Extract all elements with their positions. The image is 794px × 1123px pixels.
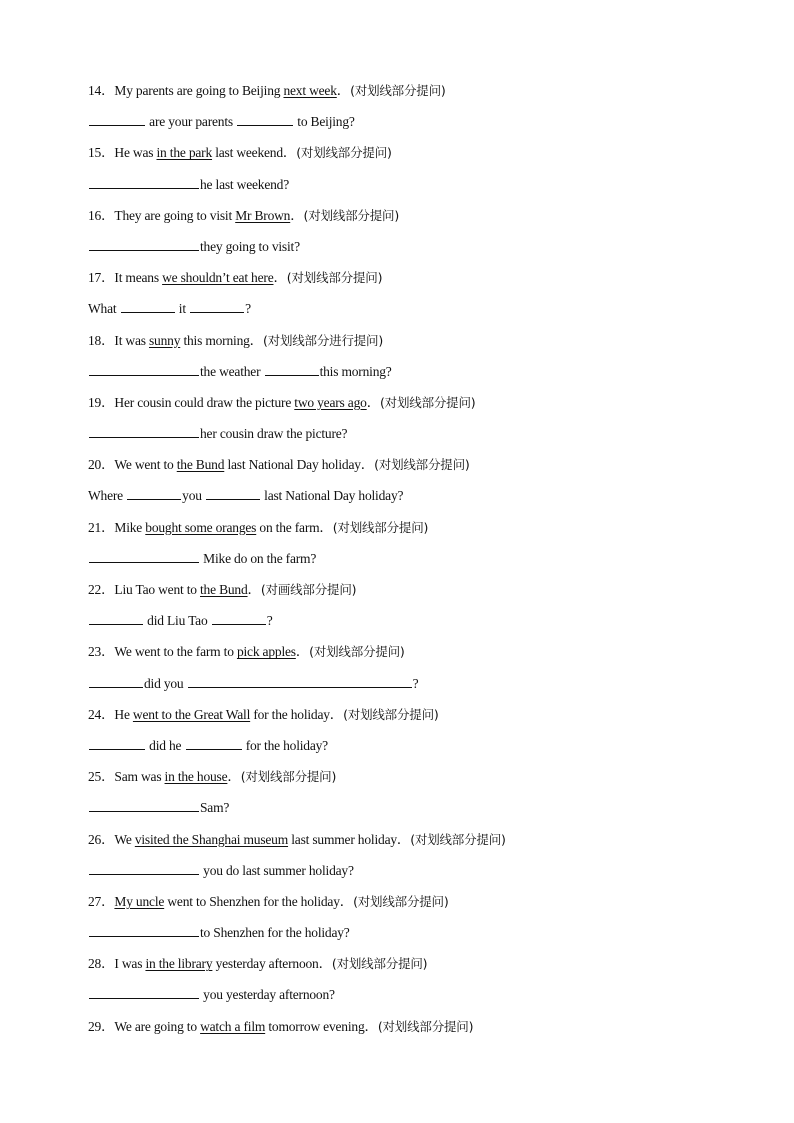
sentence-text: 23．We went to the farm to [88, 644, 237, 660]
underlined-phrase: visited the Shanghai museum [134, 831, 289, 847]
sentence-text: 16．They are going to visit [88, 207, 236, 223]
sentence-text: 18．It was [88, 332, 149, 348]
sentence-text: 20．We went to [88, 457, 177, 473]
answer-line [88, 548, 728, 579]
answer-blank[interactable] [89, 111, 145, 126]
answer-blank[interactable] [127, 485, 181, 500]
instruction-note: (对划线部分提问) [380, 394, 476, 410]
sentence-text: 19．Her cousin could draw the picture [88, 394, 295, 410]
sentence-text: went to Shenzhen for the holiday． [164, 893, 354, 909]
underlined-phrase: watch a film [200, 1018, 266, 1034]
answer-line [88, 610, 728, 641]
sentence-text: to Shenzhen for the holiday? [200, 925, 350, 941]
sentence-text: Mike do on the farm? [200, 550, 317, 566]
answer-blank[interactable] [89, 174, 199, 189]
underlined-phrase: sunny [149, 332, 181, 348]
sentence-text: did Liu Tao [144, 613, 211, 629]
instruction-note: (对划线部分提问) [353, 893, 449, 909]
sentence-text: What [88, 301, 120, 317]
answer-blank[interactable] [89, 797, 199, 812]
sentence-text: ． [227, 769, 241, 785]
worksheet [88, 80, 728, 1047]
sentence-text: ． [247, 582, 261, 597]
sentence-text: on the farm． [256, 519, 333, 535]
sentence-text: did you [144, 675, 187, 691]
answer-line [88, 922, 728, 953]
sentence-text: ? [245, 301, 251, 317]
instruction-note: (对划线部分提问) [350, 83, 446, 98]
answer-line [88, 423, 728, 454]
question-line [88, 766, 728, 797]
instruction-note: (对划线部分提问) [303, 207, 400, 223]
answer-blank[interactable] [212, 610, 266, 625]
question-line [88, 891, 728, 922]
answer-blank[interactable] [206, 485, 260, 500]
answer-blank[interactable] [89, 236, 199, 251]
sentence-text: last summer holiday． [288, 831, 411, 847]
answer-blank[interactable] [237, 111, 293, 126]
answer-line [88, 111, 728, 142]
sentence-text: 24．He [88, 706, 133, 722]
sentence-text: ? [266, 613, 273, 629]
answer-blank[interactable] [89, 361, 199, 376]
sentence-text: ． [295, 644, 310, 660]
answer-line [88, 797, 728, 828]
question-line [88, 953, 728, 984]
instruction-note: (对划线部分提问) [331, 956, 428, 972]
instruction-note: (对划线部分提问) [374, 457, 470, 473]
answer-line [88, 984, 728, 1015]
sentence-text: to Beijing? [294, 114, 355, 130]
answer-line [88, 735, 728, 766]
sentence-text: yesterday afternoon． [212, 956, 332, 972]
answer-line [88, 673, 728, 704]
sentence-text: the weather [200, 363, 264, 379]
underlined-phrase: pick apples [236, 644, 296, 660]
sentence-text: 17．It means [88, 270, 163, 286]
question-line [88, 1016, 728, 1047]
underlined-phrase: in the park [156, 145, 213, 161]
instruction-note: (对划线部分提问) [343, 706, 439, 722]
sentence-text: they going to visit? [200, 238, 300, 254]
answer-blank[interactable] [89, 548, 199, 563]
sentence-text: for the holiday? [242, 737, 328, 753]
sentence-text: 29．We are going to [88, 1018, 201, 1034]
question-line [88, 267, 728, 298]
sentence-text: you [182, 488, 205, 504]
sentence-text: you do last summer holiday? [200, 862, 354, 878]
question-line [88, 80, 728, 111]
answer-blank[interactable] [89, 673, 143, 688]
answer-line [88, 860, 728, 891]
answer-blank[interactable] [89, 423, 199, 438]
sentence-text: last National Day holiday． [224, 457, 375, 473]
question-line [88, 142, 728, 173]
sentence-text: Where [88, 488, 127, 504]
sentence-text: ? [412, 675, 419, 691]
sentence-text: this morning． [180, 332, 263, 348]
instruction-note: (对划线部分提问) [309, 644, 405, 660]
sentence-text: it [175, 301, 190, 317]
sentence-text: last National Day holiday? [260, 488, 404, 504]
sentence-text: 22．Liu Tao went to [88, 582, 200, 597]
sentence-text: 28．I was [88, 956, 146, 972]
answer-line [88, 361, 728, 392]
sentence-text: this morning? [319, 363, 392, 379]
answer-blank[interactable] [121, 298, 175, 313]
answer-blank[interactable] [89, 984, 199, 999]
sentence-text: ． [366, 394, 380, 410]
question-line [88, 454, 728, 485]
sentence-text: did he [146, 737, 185, 753]
underlined-phrase: two years ago [294, 394, 367, 410]
sentence-text: are your parents [146, 114, 237, 130]
sentence-text: 25．Sam was [88, 769, 165, 785]
answer-blank[interactable] [89, 860, 199, 875]
sentence-text: for the holiday． [250, 706, 344, 722]
sentence-text: 27． [88, 893, 115, 909]
answer-blank[interactable] [188, 673, 412, 688]
question-line [88, 205, 728, 236]
sentence-text: last weekend． [212, 145, 297, 161]
sentence-text: 26．We [88, 831, 135, 847]
underlined-phrase: the Bund [176, 457, 225, 473]
sentence-text: 15．He was [88, 145, 157, 161]
answer-blank[interactable] [89, 922, 199, 937]
instruction-note: (对划线部分提问) [240, 769, 337, 785]
sentence-text: ． [273, 270, 287, 286]
instruction-note: (对划线部分提问) [377, 1018, 474, 1034]
underlined-phrase: next week [283, 83, 337, 98]
question-line [88, 704, 728, 735]
sentence-text: you yesterday afternoon? [200, 987, 335, 1003]
answer-blank[interactable] [186, 735, 242, 750]
instruction-note: (对划线部分提问) [332, 519, 429, 535]
question-line [88, 829, 728, 860]
underlined-phrase: the Bund [200, 582, 248, 597]
sentence-text: ． [336, 83, 351, 98]
answer-blank[interactable] [190, 298, 244, 313]
question-line [88, 579, 728, 610]
question-line [88, 330, 728, 361]
sentence-text: 21．Mike [88, 519, 146, 535]
answer-blank[interactable] [89, 610, 143, 625]
question-line [88, 517, 728, 548]
underlined-phrase: Mr Brown [235, 207, 291, 223]
instruction-note: (对划线部分提问) [410, 831, 506, 847]
sentence-text: Sam? [200, 800, 230, 816]
answer-blank[interactable] [265, 361, 319, 376]
sentence-text: 14．My parents are going to Beijing [88, 83, 284, 98]
underlined-phrase: we shouldn’t eat here [162, 270, 274, 286]
instruction-note: (对划线部分进行提问) [262, 332, 384, 348]
instruction-note: (对画线部分提问) [260, 582, 357, 597]
instruction-note: (对划线部分提问) [296, 145, 392, 161]
answer-line [88, 236, 728, 267]
sentence-text: her cousin draw the picture? [200, 426, 348, 442]
question-line [88, 641, 728, 672]
answer-line [88, 298, 728, 329]
underlined-phrase: My uncle [114, 893, 165, 909]
underlined-phrase: bought some oranges [145, 519, 257, 535]
underlined-phrase: in the house [164, 769, 228, 785]
answer-line [88, 174, 728, 205]
instruction-note: (对划线部分提问) [286, 270, 383, 286]
underlined-phrase: in the library [145, 956, 213, 972]
underlined-phrase: went to the Great Wall [132, 706, 251, 722]
sentence-text: tomorrow evening． [265, 1018, 378, 1034]
sentence-text: ． [290, 207, 304, 223]
answer-blank[interactable] [89, 735, 145, 750]
question-line [88, 392, 728, 423]
sentence-text: he last weekend? [200, 176, 290, 192]
answer-line [88, 485, 728, 516]
